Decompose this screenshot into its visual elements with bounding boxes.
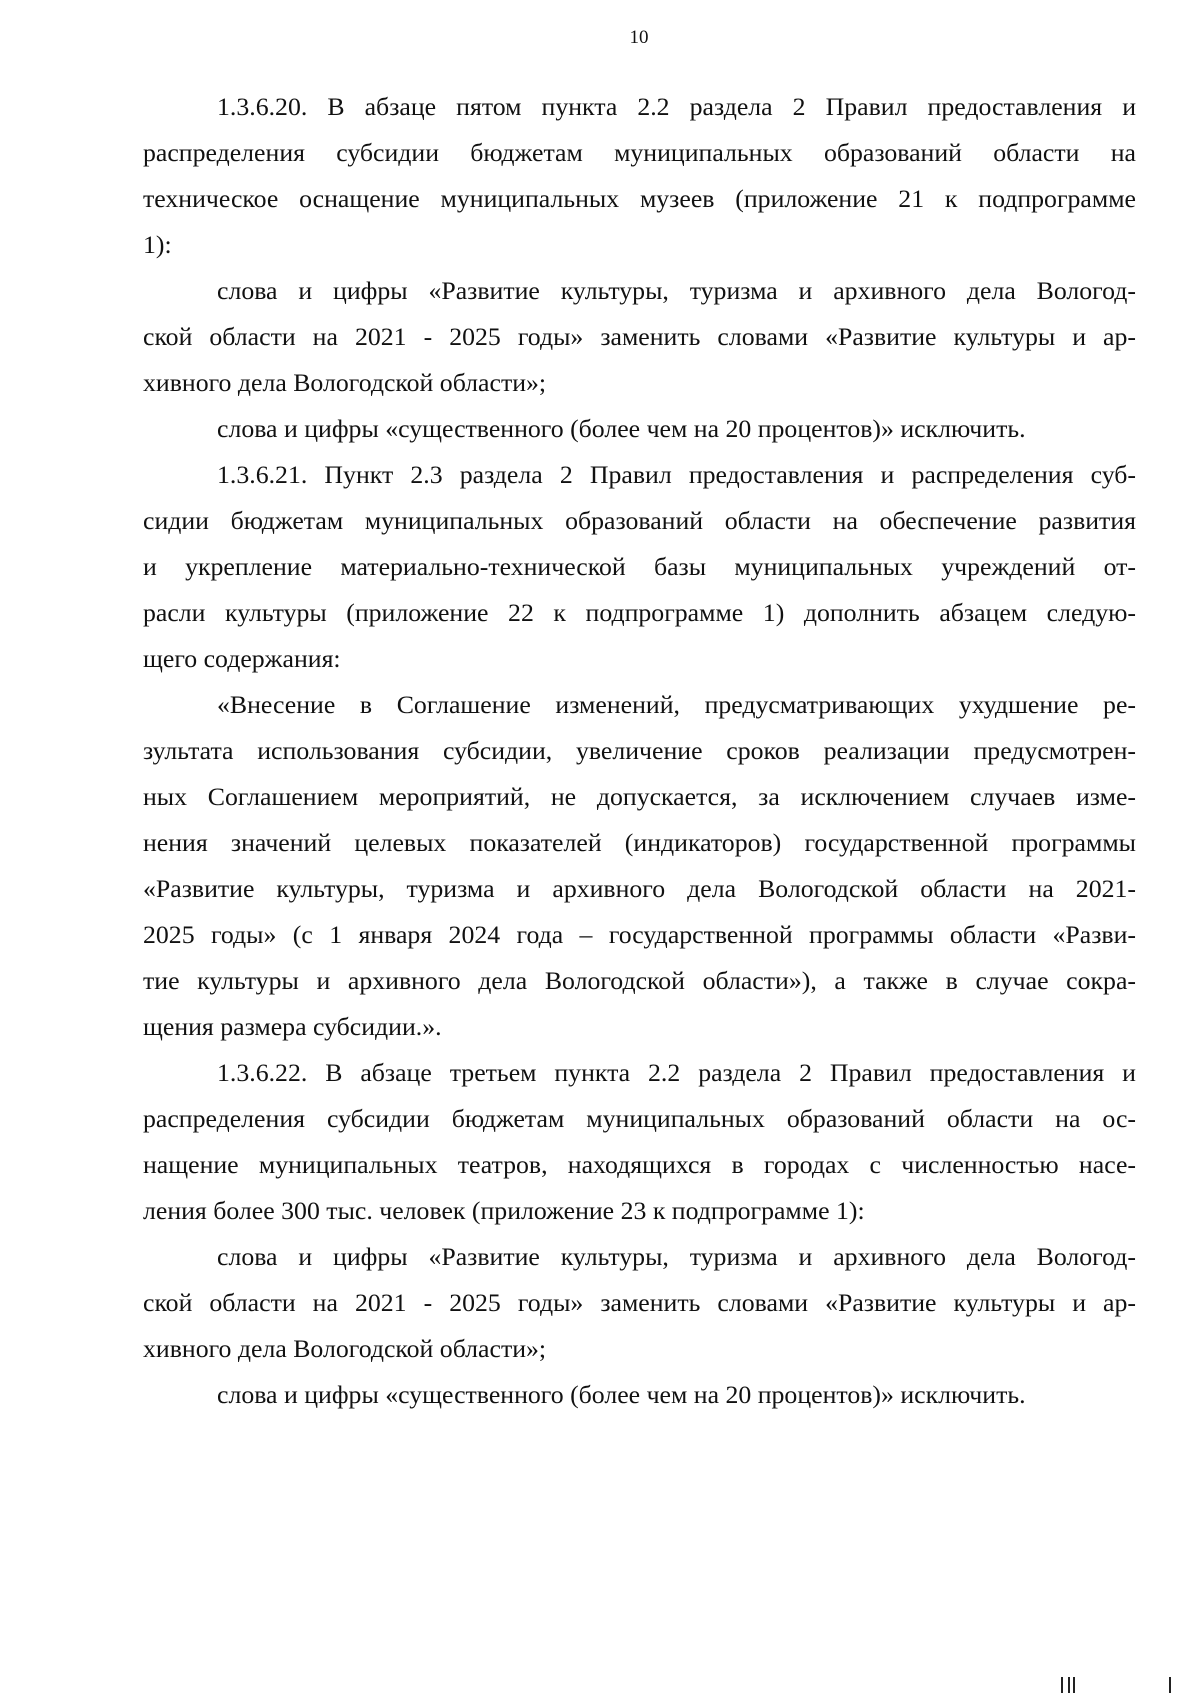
text-line: 1.3.6.20. В абзаце пятом пункта 2.2 раздела 2 Правил предоставления и <box>217 92 1136 121</box>
text-line: «Развитие культуры, туризма и архивного дела Вологодской области на 2021- <box>143 874 1136 903</box>
text-line: нения значений целевых показателей (индикаторов) государственной программы <box>143 828 1136 857</box>
text-line: техническое оснащение муниципальных музеев (приложение 21 к подпрограмме <box>143 184 1136 213</box>
scan-mark <box>1061 1677 1063 1693</box>
text-line: щего содержания: <box>143 644 341 673</box>
text-line: распределения субсидии бюджетам муниципальных образований области на ос- <box>143 1104 1136 1133</box>
text-line: хивного дела Вологодской области»; <box>143 1334 547 1363</box>
text-line: сидии бюджетам муниципальных образований области на обеспечение развития <box>143 506 1136 535</box>
text-line: и укрепление материально-технической базы муниципальных учреждений от- <box>143 552 1136 581</box>
text-line: ления более 300 тыс. человек (приложение 23 к подпрограмме 1): <box>143 1196 865 1225</box>
text-line: тие культуры и архивного дела Вологодской области»), а также в случае сокра- <box>143 966 1136 995</box>
text-line: зультата использования субсидии, увеличение сроков реализации предусмотрен- <box>143 736 1136 765</box>
document-body <box>143 84 1136 1418</box>
text-line: «Внесение в Соглашение изменений, предусматривающих ухудшение ре- <box>217 690 1136 719</box>
text-line: ской области на 2021 - 2025 годы» заменить словами «Развитие культуры и ар- <box>143 1288 1136 1317</box>
scan-mark <box>1169 1677 1171 1693</box>
scan-mark <box>1068 1677 1070 1693</box>
text-line: 2025 годы» (с 1 января 2024 года – государственной программы области «Разви- <box>143 920 1136 949</box>
text-line: распределения субсидии бюджетам муниципальных образований области на <box>143 138 1136 167</box>
text-line: 1.3.6.21. Пункт 2.3 раздела 2 Правил предоставления и распределения суб- <box>217 460 1136 489</box>
text-line: ных Соглашением мероприятий, не допускается, за исключением случаев изме- <box>143 782 1136 811</box>
text-line: нащение муниципальных театров, находящихся в городах с численностью насе- <box>143 1150 1136 1179</box>
text-line: расли культуры (приложение 22 к подпрограмме 1) дополнить абзацем следую- <box>143 598 1136 627</box>
text-line: хивного дела Вологодской области»; <box>143 368 547 397</box>
scan-mark <box>1073 1677 1075 1693</box>
text-line: слова и цифры «Развитие культуры, туризма и архивного дела Вологод- <box>217 1242 1136 1271</box>
page-number: 10 <box>629 27 649 48</box>
text-line: слова и цифры «существенного (более чем на 20 процентов)» исключить. <box>217 414 1026 443</box>
text-line: щения размера субсидии.». <box>143 1012 442 1041</box>
text-line: 1.3.6.22. В абзаце третьем пункта 2.2 раздела 2 Правил предоставления и <box>217 1058 1136 1087</box>
text-line: ской области на 2021 - 2025 годы» заменить словами «Развитие культуры и ар- <box>143 322 1136 351</box>
text-line: слова и цифры «существенного (более чем на 20 процентов)» исключить. <box>217 1380 1026 1409</box>
text-line: слова и цифры «Развитие культуры, туризма и архивного дела Вологод- <box>217 276 1136 305</box>
text-line: 1): <box>143 230 172 259</box>
